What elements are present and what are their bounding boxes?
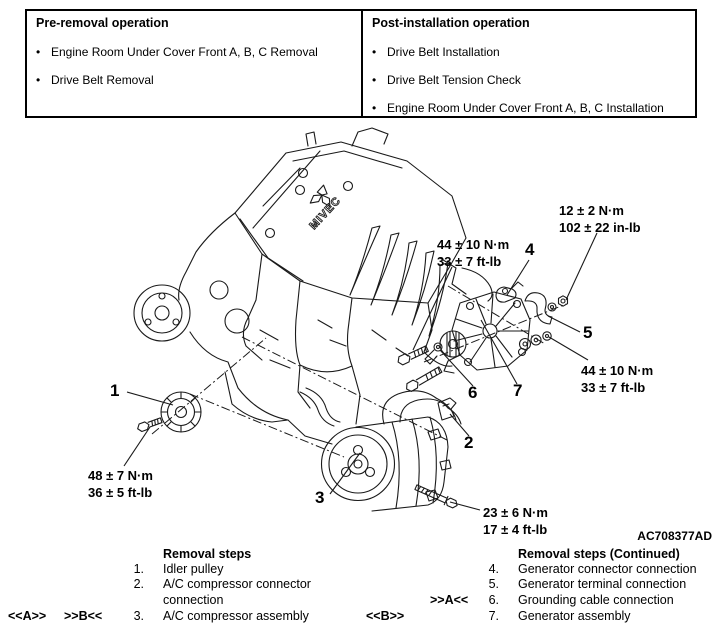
callout-4: 4 <box>525 240 535 259</box>
step-number: 6. <box>488 593 499 607</box>
step-text-gen-assembly: Generator assembly <box>518 609 631 623</box>
step-text-ac-assembly: A/C compressor assembly <box>163 609 309 623</box>
step-number: 4. <box>488 562 499 576</box>
pre-item-1: Engine Room Under Cover Front A, B, C Removal <box>51 45 318 59</box>
generator-bolt-upper <box>396 344 429 366</box>
bullet-icon: • <box>372 45 377 59</box>
svg-text:33 ± 7 ft-lb: 33 ± 7 ft-lb <box>437 254 502 269</box>
mivec-badge: MIVEC <box>307 194 344 233</box>
svg-text:48 ± 7 N·m: 48 ± 7 N·m <box>88 468 153 483</box>
torque-label-compressor <box>483 505 548 537</box>
callout-3: 3 <box>315 488 325 507</box>
post-installation-title: Post-installation operation <box>372 16 530 30</box>
generator-terminal-part <box>525 293 568 324</box>
callout-5: 5 <box>583 323 593 342</box>
generator-part <box>440 292 530 373</box>
svg-text:44 ± 10 N·m: 44 ± 10 N·m <box>437 237 510 252</box>
washer-stack <box>520 332 552 350</box>
post-item-3: Engine Room Under Cover Front A, B, C Installation <box>387 101 664 115</box>
svg-text:102 ± 22 in-lb: 102 ± 22 in-lb <box>559 220 641 235</box>
callout-2: 2 <box>464 433 474 452</box>
svg-text:17 ± 4 ft-lb: 17 ± 4 ft-lb <box>483 522 548 537</box>
generator-bolt-lower <box>404 366 442 393</box>
bullet-icon: • <box>372 73 377 87</box>
centerlines <box>152 286 566 457</box>
step-text-gen-connector: Generator connector connection <box>518 562 697 576</box>
step-number: 2. <box>133 577 144 591</box>
svg-text:23 ± 6 N·m: 23 ± 6 N·m <box>483 505 548 520</box>
step-number: 5. <box>488 577 499 591</box>
torque-label-idler <box>88 468 153 500</box>
callout-7: 7 <box>513 381 523 400</box>
torque-label-terminal <box>559 203 641 235</box>
post-item-2: Drive Belt Tension Check <box>387 73 521 87</box>
pre-item-2: Drive Belt Removal <box>51 73 154 87</box>
bullet-icon: • <box>36 45 41 59</box>
step-number: 7. <box>488 609 499 623</box>
ac-connector-part <box>438 398 456 420</box>
marker-install-a: >>A<< <box>430 593 469 607</box>
generator-connector-part <box>496 282 523 302</box>
callout-6: 6 <box>468 383 478 402</box>
svg-text:33 ± 7 ft-lb: 33 ± 7 ft-lb <box>581 380 646 395</box>
torque-label-gen-upper <box>437 237 509 269</box>
leader-lines <box>124 233 597 510</box>
svg-text:44 ± 10 N·m: 44 ± 10 N·m <box>581 363 654 378</box>
step-text-gen-terminal: Generator terminal connection <box>518 577 687 591</box>
torque-label-gen-lower <box>581 363 653 395</box>
svg-text:12 ± 2 N·m: 12 ± 2 N·m <box>559 203 624 218</box>
callout-1: 1 <box>110 381 120 400</box>
step-number: 1. <box>133 562 144 576</box>
pre-removal-title: Pre-removal operation <box>36 16 169 30</box>
removal-steps-continued-title: Removal steps (Continued) <box>518 547 680 561</box>
marker-install-b: >>B<< <box>64 609 103 623</box>
removal-steps-title: Removal steps <box>163 547 252 561</box>
figure-code: AC708377AD <box>637 529 712 543</box>
bullet-icon: • <box>372 101 377 115</box>
step-text-idler-pulley: Idler pulley <box>163 562 224 576</box>
post-item-1: Drive Belt Installation <box>387 45 500 59</box>
engine-illustration <box>134 128 568 511</box>
marker-removal-b: <<B>> <box>366 609 405 623</box>
idler-pulley-part <box>136 392 201 433</box>
marker-removal-a: <<A>> <box>8 609 47 623</box>
step-text-ac-connector: A/C compressor connector connection <box>163 577 311 607</box>
svg-text:36 ± 5 ft-lb: 36 ± 5 ft-lb <box>88 485 153 500</box>
step-text-grounding-cable: Grounding cable connection <box>518 593 674 607</box>
step-number: 3. <box>133 609 144 623</box>
bullet-icon: • <box>36 73 41 87</box>
